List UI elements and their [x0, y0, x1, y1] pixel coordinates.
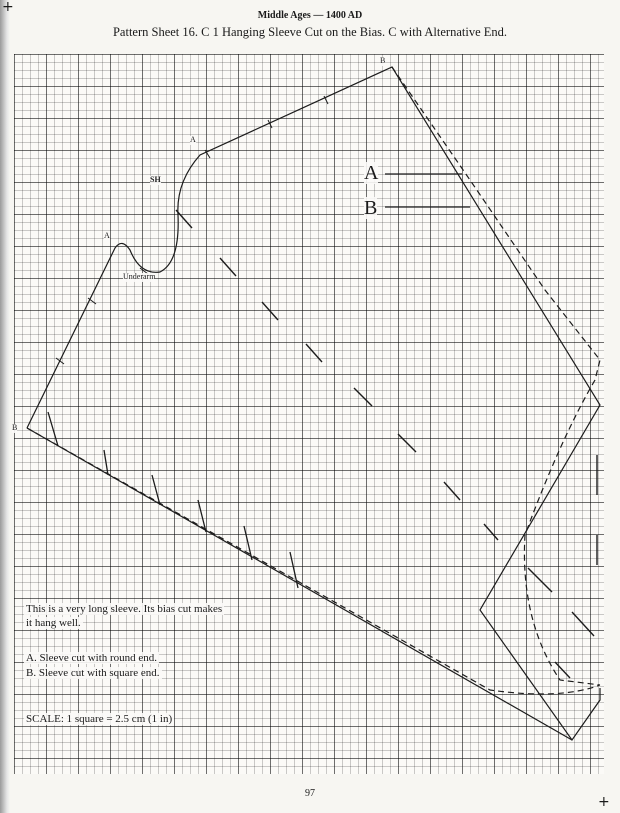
note-line-1: This is a very long sleeve. Its bias cut makes — [26, 603, 223, 615]
registration-mark-top-left: + — [2, 0, 14, 15]
note-line-2: it hang well. — [26, 617, 81, 629]
scale-note: SCALE: 1 square = 2.5 cm (1 in) — [26, 713, 173, 725]
header-title: Pattern Sheet 16. C 1 Hanging Sleeve Cut on the Bias. C with Alternative End. — [112, 25, 508, 39]
page-number: 97 — [305, 788, 315, 799]
label-a-upper: A — [190, 135, 196, 144]
sleeve-outline-dashed — [27, 67, 600, 694]
label-underarm: Underarm — [123, 272, 156, 281]
legend-b: B. Sleeve cut with square end. — [26, 667, 160, 679]
line-label-a: A — [364, 162, 379, 184]
label-b-left: B — [12, 423, 18, 432]
sleeve-outline-solid — [27, 67, 600, 740]
header-period: Middle Ages — 1400 AD — [257, 10, 363, 21]
registration-mark-bottom-right: + — [598, 794, 610, 810]
line-label-b: B — [364, 197, 378, 219]
label-b-top: B — [380, 56, 386, 65]
legend-a: A. Sleeve cut with round end. — [26, 652, 158, 664]
label-shoulder: SH — [150, 175, 161, 184]
label-a-left: A — [104, 231, 110, 240]
